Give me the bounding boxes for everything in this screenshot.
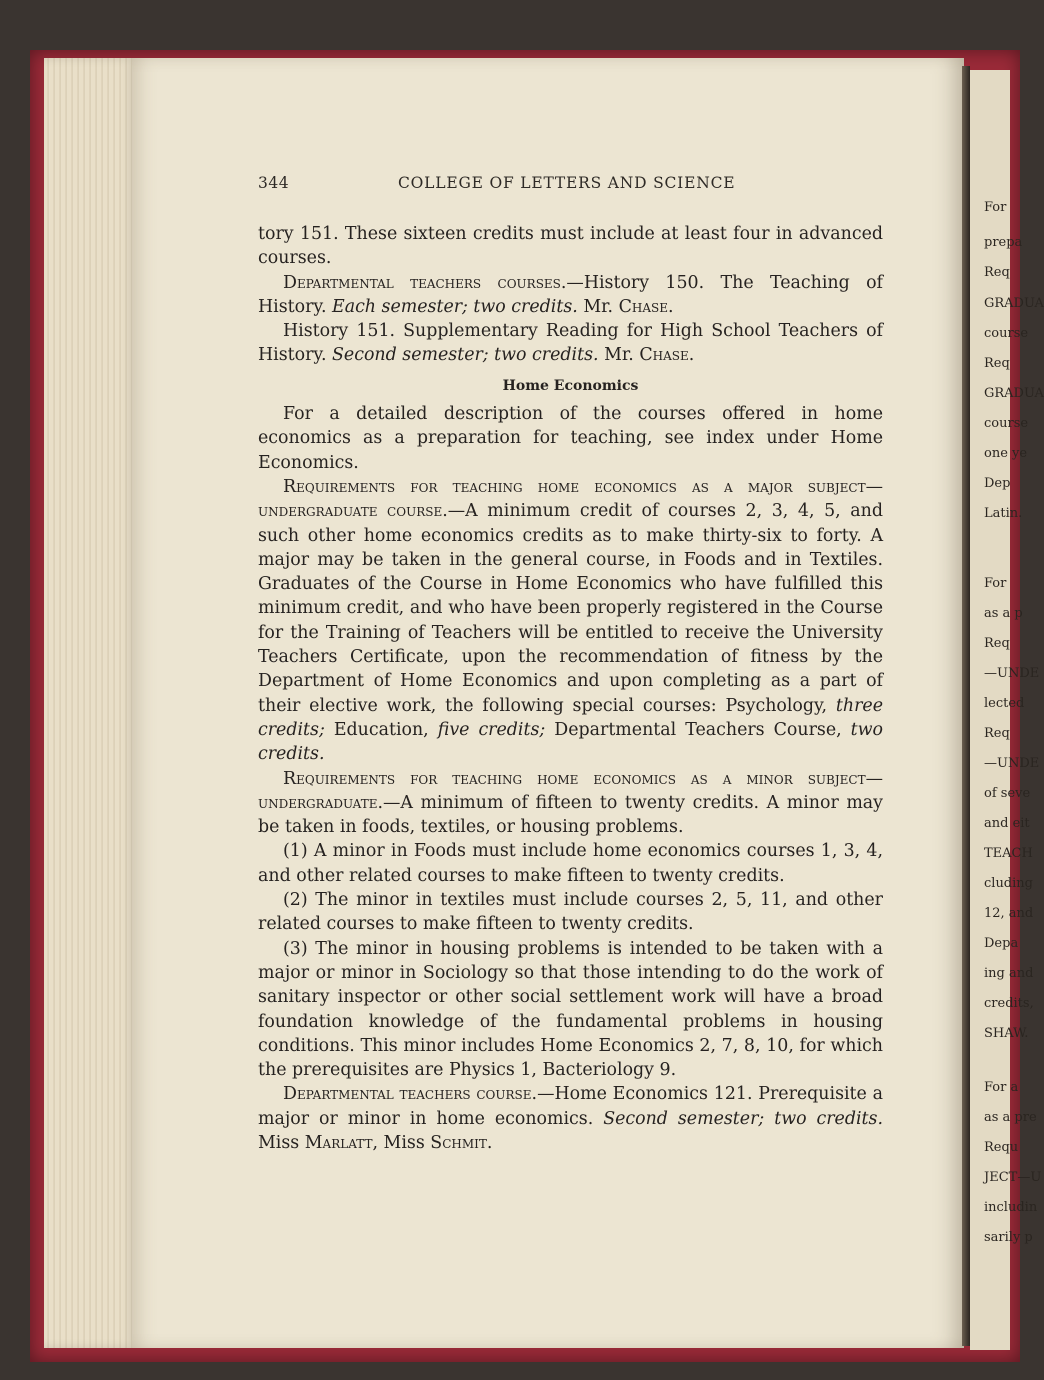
facing-page-fragment: GRADUA bbox=[984, 296, 1044, 311]
credit-note: two credits. bbox=[258, 719, 883, 765]
facing-page-fragment: For a bbox=[984, 1080, 1019, 1095]
course-schedule: Second semester; two credits. bbox=[603, 1108, 883, 1129]
facing-page-fragment: Req bbox=[984, 356, 1010, 371]
facing-page-fragment: TEACH bbox=[984, 846, 1033, 861]
facing-page-fragment: as a p bbox=[984, 606, 1023, 621]
facing-page-fragment: as a pre bbox=[984, 1110, 1037, 1125]
paragraph-history-150 bbox=[258, 271, 883, 320]
instructor-name: Chase. bbox=[618, 296, 674, 317]
section-heading: Home Economics bbox=[502, 377, 639, 394]
page-edges bbox=[44, 58, 136, 1348]
facing-page-fragment: JECT—U bbox=[984, 1170, 1042, 1185]
page-number: 344 bbox=[258, 174, 290, 192]
facing-page-fragment: For bbox=[984, 200, 1007, 215]
facing-page-fragment: sarily p bbox=[984, 1230, 1033, 1245]
paragraph-text: —A minimum credit of courses 2, 3, 4, 5, and such other home economics credits as to make thirty-six to forty. A major may be taken in the general course, in Foods and in Textiles. Graduates of the Course in Home Economics who have fulfilled this minimum credit, and who have been properly registered in the Course for the Training of Teachers will be entitled to receive the University Teachers Certificate, upon the recommendation of fitness by the Department of Home Economics and upon completing as a part of their elective work, the following special courses: Psychology, bbox=[258, 501, 883, 716]
facing-page-fragment: prepa bbox=[984, 235, 1023, 250]
facing-page-fragment: Dep bbox=[984, 476, 1011, 491]
running-head-title: COLLEGE OF LETTERS AND SCIENCE bbox=[398, 174, 736, 192]
paragraph-minor-textiles: (2) The minor in textiles must include courses 2, 5, 11, and other related courses to make fifteen to twenty credits. bbox=[258, 890, 883, 935]
paragraph-text: Miss bbox=[258, 1132, 305, 1153]
course-heading: Departmental teachers courses. bbox=[283, 272, 567, 293]
paragraph-minor-foods: (1) A minor in Foods must include home economics courses 1, 3, 4, and other related courses to make fifteen to twenty credits. bbox=[258, 841, 883, 886]
paragraph-minor bbox=[258, 767, 883, 840]
page-text bbox=[258, 222, 883, 1155]
facing-page-fragment: of seve bbox=[984, 786, 1031, 801]
facing-page-fragment: 12, and bbox=[984, 906, 1034, 921]
facing-page-fragment: —UNDE bbox=[984, 756, 1040, 771]
paragraph-major bbox=[258, 475, 883, 767]
facing-page-fragment: Req bbox=[984, 265, 1010, 280]
facing-page-fragment: SHAW. bbox=[984, 1026, 1029, 1041]
paragraph-text: Education, bbox=[324, 719, 438, 740]
paragraph-minor-housing: (3) The minor in housing problems is intended to be taken with a major or minor in Sociology so that those intending to do the work of sanitary inspector or other social settlement work will have a broad foundation knowledge of the fundamental problems in housing conditions. This minor includes Home Economics 2, 7, 8, 10, for which the prerequisites are Physics 1, Bacteriology 9. bbox=[258, 938, 883, 1081]
paragraph-text: Departmental Teachers Course, bbox=[545, 719, 851, 740]
paragraph-text: Mr. bbox=[577, 296, 619, 317]
credit-note: five credits; bbox=[437, 719, 546, 740]
instructor-name: Chase. bbox=[639, 345, 695, 366]
facing-page-fragment: —UNDE bbox=[984, 666, 1040, 681]
facing-page-fragment: credits, bbox=[984, 996, 1034, 1011]
paragraph-continuation bbox=[258, 222, 883, 271]
facing-page-fragment: includin bbox=[984, 1200, 1038, 1215]
paragraph-text: Mr. bbox=[598, 345, 640, 366]
course-heading: Departmental teachers course. bbox=[283, 1084, 538, 1105]
facing-page-fragment: lected bbox=[984, 696, 1025, 711]
credit-note: three credits; bbox=[258, 695, 883, 740]
paragraph-text: —Home Economics 121. Prerequisite a major or minor in home economics. bbox=[258, 1084, 883, 1129]
facing-page-fragment: course bbox=[984, 326, 1029, 341]
paragraph-teachers-course bbox=[258, 1082, 883, 1155]
facing-page-fragment: Req bbox=[984, 726, 1010, 741]
facing-page-fragment: course bbox=[984, 416, 1029, 431]
facing-page-fragment: one ye bbox=[984, 446, 1028, 461]
facing-page-fragment: Requ bbox=[984, 1140, 1019, 1155]
course-schedule: Each semester; two credits. bbox=[332, 296, 578, 317]
facing-page-fragment: For bbox=[984, 576, 1007, 591]
facing-page-edge bbox=[970, 70, 1044, 1350]
facing-page-fragment: Req bbox=[984, 636, 1010, 651]
facing-page-fragment: GRADUA bbox=[984, 386, 1044, 401]
paragraph-text: History 151. Supplementary Reading for High School Teachers of History. bbox=[258, 321, 883, 366]
facing-page-fragment: Latin. bbox=[984, 506, 1023, 521]
paragraph-text: —A minimum of fifteen to twenty credits. A minor may be taken in foods, textiles, or housing problems. bbox=[258, 792, 883, 838]
paragraph-history-151 bbox=[258, 319, 883, 368]
requirement-heading: Requirements for teaching home economics as a major subject—undergraduate course. bbox=[258, 476, 883, 522]
paragraph-text: tory 151. These sixteen credits must include at least four in advanced courses. bbox=[258, 224, 883, 269]
facing-page-fragment: cluding bbox=[984, 876, 1033, 891]
facing-page-fragment: and eit bbox=[984, 816, 1030, 831]
requirement-heading: Requirements for teaching home economics as a minor subject—undergraduate. bbox=[258, 768, 883, 813]
paragraph-intro: For a detailed description of the courses offered in home economics as a preparation for teaching, see index under Home Economics. bbox=[258, 404, 883, 473]
instructor-name: Schmit. bbox=[430, 1132, 493, 1153]
facing-page-fragment: Depa bbox=[984, 936, 1019, 951]
facing-page-fragment: ing and bbox=[984, 966, 1034, 981]
course-schedule: Second semester; two credits. bbox=[332, 345, 599, 366]
instructor-name: Marlatt, bbox=[304, 1132, 378, 1153]
paragraph-text: —History 150. The Teaching of History. bbox=[258, 272, 883, 317]
paragraph-text: Miss bbox=[378, 1132, 431, 1153]
gutter-shadow bbox=[962, 66, 970, 1346]
